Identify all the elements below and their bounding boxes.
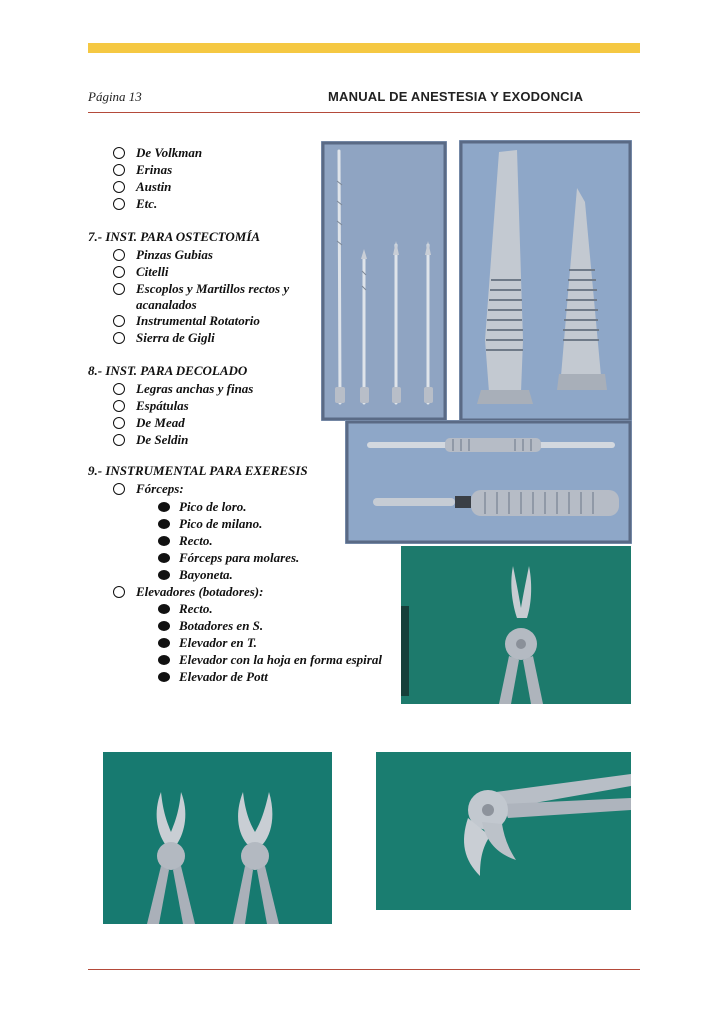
list-item: De Seldin: [136, 432, 189, 447]
filled-bullet-icon: [158, 536, 170, 546]
circle-bullet-icon: [113, 434, 125, 446]
list-item: De Mead: [136, 415, 185, 430]
list-item: Etc.: [136, 196, 158, 211]
list-item: Escoplos y Martillos rectos y: [136, 281, 290, 296]
filled-bullet-icon: [158, 553, 170, 563]
filled-bullet-icon: [158, 502, 170, 512]
circle-bullet-icon: [113, 283, 125, 295]
circle-bullet-icon: [113, 198, 125, 210]
sub-list-item: Fórceps para molares.: [179, 550, 300, 565]
circle-bullet-icon: [113, 332, 125, 344]
forceps-photo: [401, 546, 631, 704]
sub-list-item: Elevador en T.: [179, 635, 257, 650]
document-title: MANUAL DE ANESTESIA Y EXODONCIA: [328, 89, 584, 104]
circle-bullet-icon: [113, 266, 125, 278]
list-item: Legras anchas y finas: [136, 381, 254, 396]
circle-bullet-icon: [113, 586, 125, 598]
filled-bullet-icon: [158, 638, 170, 648]
filled-bullet-icon: [158, 672, 170, 682]
two-forceps-photo: [103, 752, 332, 924]
circle-bullet-icon: [113, 249, 125, 261]
list-item: Fórceps:: [136, 481, 184, 496]
circle-bullet-icon: [113, 315, 125, 327]
circle-bullet-icon: [113, 164, 125, 176]
list-item: Erinas: [136, 162, 173, 177]
section-heading: 7.- INST. PARA OSTECTOMÍA: [88, 229, 261, 244]
circle-bullet-icon: [113, 400, 125, 412]
circle-bullet-icon: [113, 483, 125, 495]
sub-list-item: Elevador de Pott: [179, 669, 268, 684]
list-item: Elevadores (botadores):: [136, 584, 264, 599]
header-accent-bar: [88, 43, 640, 53]
list-item: Espátulas: [136, 398, 189, 413]
header-divider: [88, 112, 640, 113]
periosteal-elevators-photo: [345, 420, 632, 544]
sub-list-item: Pico de milano.: [179, 516, 263, 531]
sub-list-item: Botadores en S.: [179, 618, 264, 633]
list-item-continuation: acanalados: [136, 297, 197, 312]
sub-list-item: Pico de loro.: [179, 499, 247, 514]
sub-list-item: Recto.: [179, 533, 213, 548]
footer-divider: [88, 969, 640, 970]
page-number: Página 13: [88, 89, 142, 104]
list-item: Instrumental Rotatorio: [136, 313, 260, 328]
list-item: Sierra de Gigli: [136, 330, 215, 345]
circle-bullet-icon: [113, 181, 125, 193]
forceps-closeup-photo: [376, 752, 631, 910]
circle-bullet-icon: [113, 147, 125, 159]
list-item: Pinzas Gubias: [136, 247, 213, 262]
sub-list-item: Elevador con la hoja en forma espiral: [179, 652, 382, 667]
drill-bits-photo: [321, 141, 447, 421]
list-item: Citelli: [136, 264, 169, 279]
list-item: Austin: [136, 179, 172, 194]
sub-list-item: Recto.: [179, 601, 213, 616]
circle-bullet-icon: [113, 417, 125, 429]
section-heading: 9.- INSTRUMENTAL PARA EXERESIS: [88, 463, 308, 478]
filled-bullet-icon: [158, 604, 170, 614]
filled-bullet-icon: [158, 621, 170, 631]
list-item: De Volkman: [136, 145, 203, 160]
section-heading: 8.- INST. PARA DECOLADO: [88, 363, 248, 378]
circle-bullet-icon: [113, 383, 125, 395]
filled-bullet-icon: [158, 655, 170, 665]
sub-list-item: Bayoneta.: [179, 567, 233, 582]
filled-bullet-icon: [158, 519, 170, 529]
chisel-handles-photo: [459, 140, 632, 422]
filled-bullet-icon: [158, 570, 170, 580]
